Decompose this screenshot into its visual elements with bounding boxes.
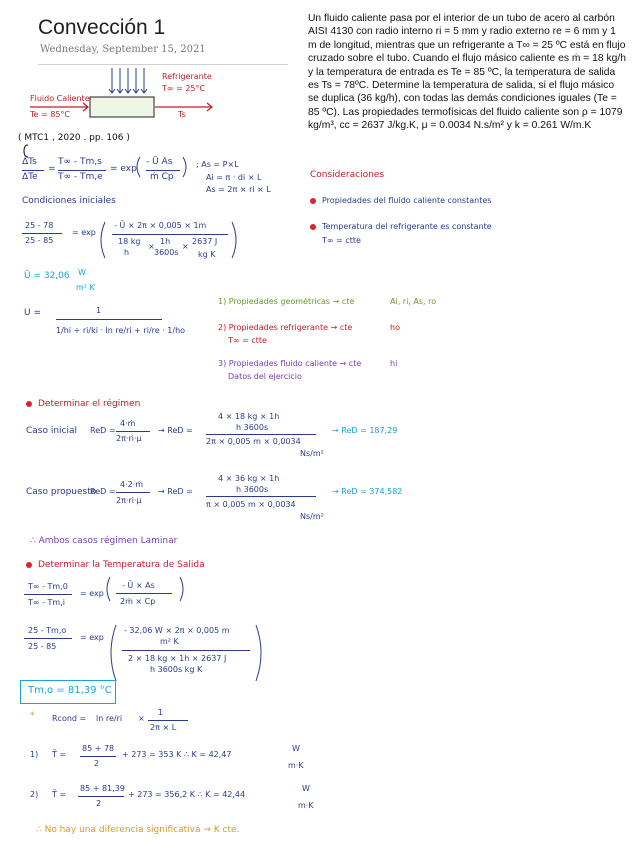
main-eq-exp: = exp	[110, 164, 137, 174]
caso1-formula-den: 2π·ri·μ	[116, 434, 142, 443]
consideration-item-3: T∞ = ctte	[322, 236, 361, 245]
main-eq-as3: As = 2π × ri × L	[206, 185, 271, 194]
u-def-num: 1	[96, 306, 102, 315]
rcond-den: 2π × L	[150, 723, 177, 732]
prop-3-right: hi	[390, 359, 398, 368]
caso2-formula-num: 4·2·ṁ	[120, 480, 144, 489]
caso2-num: 4 × 36 kg × 1h	[218, 474, 280, 483]
rcond-l2-lhs: T̄ =	[52, 790, 67, 799]
rcond-l1-idx: 1)	[30, 750, 39, 759]
sketch-te: Te = 85°C	[30, 110, 71, 119]
salida-eq2-rden2: h 3600s kg K	[150, 665, 203, 674]
rcond-l2-den: 2	[96, 799, 102, 808]
prop-2-right: ho	[390, 323, 400, 332]
prop-2-sub: T∞ = ctte	[228, 336, 267, 345]
u-result: Ū = 32,06	[24, 271, 70, 281]
consideration-item-1: Propiedades del fluido caliente constantes	[310, 196, 491, 205]
u-units-num: W	[78, 268, 86, 277]
salida-result: Tm,o = 81,39 °C	[28, 685, 112, 696]
rcond-l1-units-num: W	[292, 744, 300, 753]
rcond-num: 1	[158, 708, 164, 717]
problem-statement: Un fluido caliente pasa por el interior de un tubo de acero al carbón AISI 4130 con radio interno ri = 5 mm y radio externo re = 6 mm y 1 m de longitud, mientras que un refrigerante a T∞ = 25 ºC está en flujo cruzado sobre el tubo. Cuando el flujo másico caliente es ṁ = 18 kg/h y la temperatura de entrada es Te = 85 ºC, la temperatura de salida es Ts = 78ºC. Determine la temperatura de salida, si el flujo másico se duplica (36 kg/h), con todas las demás condiciones iguales (Te = 85 ºC). Las propiedades termofísicas del fluido caliente son ρ = 1079 kg/m³, cc = 2637 J/kg.K, μ = 0.0034 N.s/m² y k = 0.261 W/m.K	[308, 13, 626, 132]
main-eq-as1: ; As = P×L	[196, 160, 239, 169]
salida-eq2-exp: = exp	[80, 633, 104, 642]
cond-exp: = exp	[72, 228, 96, 237]
salida-eq2-rden: 2 × 18 kg × 1h × 2637 J	[128, 654, 227, 663]
rcond-l1-den: 2	[94, 759, 100, 768]
caso2-num2: h 3600s	[236, 485, 269, 494]
caso2-formula-den: 2π·ri·μ	[116, 496, 142, 505]
reference: ( MTC1 , 2020 . pp. 106 )	[18, 133, 130, 143]
page-title: Convección 1	[38, 16, 166, 39]
rcond-l2-units-den: m·K	[298, 801, 314, 810]
cond-title: Condiciones iniciales	[22, 196, 116, 206]
sketch-fluido: Fluido Caliente	[30, 94, 90, 103]
rcond-l2-num: 85 + 81,39	[80, 784, 125, 793]
salida-eq2-den: 25 - 85	[28, 642, 57, 651]
cond-den-b2: 3600s	[154, 248, 179, 257]
salida-eq1-den: T∞ - Tm,i	[28, 598, 65, 607]
prop-2-label: 2) Propiedades refrigerante → cte	[218, 323, 353, 332]
cond-lhs-num: 25 - 78	[25, 221, 54, 230]
sketch-tinf: T∞ = 25°C	[162, 84, 206, 93]
u-units-den: m² K	[76, 283, 95, 292]
rcond-star: *	[30, 711, 35, 721]
salida-eq2-rnum: - 32,06 W × 2π × 0,005 m	[124, 626, 230, 635]
caso2-label: Caso propuesto	[26, 487, 97, 497]
caso1-den: 2π × 0,005 m × 0,0034	[206, 437, 301, 446]
salida-eq1-rnum: - Ū × As	[122, 581, 155, 590]
rcond-l1-rest: + 273 = 353 K ∴ K = 42,47	[122, 750, 232, 759]
rcond-mid: ln re/ri	[96, 714, 123, 723]
prop-1-right: Ai, ri, As, ro	[390, 297, 437, 306]
caso1-formula-lhs: ReD =	[90, 426, 116, 435]
caso1-formula-num: 4·ṁ	[120, 419, 136, 428]
considerations-title: Consideraciones	[310, 170, 385, 180]
main-eq-exp-num: - Ū As	[146, 157, 173, 167]
prop-3-label: 3) Propiedades fluido caliente → cte	[218, 359, 362, 368]
main-eq-lhs-num: ΔTs	[22, 157, 37, 167]
main-eq-lhs-den: ΔTe	[22, 172, 38, 182]
caso1-num: 4 × 18 kg × 1h	[218, 412, 280, 421]
page-date: Wednesday, September 15, 2021	[40, 44, 206, 55]
rcond-l2-units-num: W	[302, 784, 310, 793]
main-eq-exp-den: ṁ Cp	[150, 172, 174, 182]
caso2-formula-lhs: ReD =	[90, 487, 116, 496]
rcond-l2-rest: + 273 = 356,2 K ∴ K = 42,44	[128, 790, 246, 799]
caso2-den2: Ns/m²	[300, 512, 324, 521]
rcond-l1-units-den: m·K	[288, 761, 304, 770]
caso2-result: → ReD = 374,582	[332, 487, 403, 496]
caso1-den2: Ns/m²	[300, 449, 324, 458]
caso1-num2: h 3600s	[236, 423, 269, 432]
salida-eq2-num: 25 - Tm,o	[28, 626, 67, 635]
main-eq-mid-num: T∞ - Tm,s	[58, 157, 102, 167]
salida-eq1-exp: = exp	[80, 589, 104, 598]
regimen-title: Determinar el régimen	[26, 399, 140, 409]
cond-den-b: 1h	[160, 237, 171, 246]
caso2-den: π × 0,005 m × 0,0034	[206, 500, 296, 509]
salida-eq2-rnum2: m² K	[160, 637, 179, 646]
main-eq-mid-den: T∞ - Tm,e	[58, 172, 103, 182]
rcond-l1-num: 85 + 78	[82, 744, 115, 753]
caso2-arrow: → ReD =	[158, 487, 193, 496]
salida-eq1-rden: 2ṁ × Cp	[120, 597, 156, 606]
u-def-den: 1/hi + ri/ki · ln re/ri + ri/re · 1/ho	[56, 326, 186, 335]
cond-den-c: 2637 J	[192, 237, 218, 246]
rcond-times: ×	[138, 714, 145, 723]
rcond-final: ∴ No hay una diferencia significativa → K cte.	[36, 825, 240, 835]
caso1-result: → ReD = 187,29	[332, 426, 398, 435]
caso1-arrow: → ReD =	[158, 426, 193, 435]
u-def-lhs: U =	[24, 308, 41, 318]
main-eq-as2: Ai = π · di × L	[206, 173, 262, 182]
cond-num: - Ū × 2π × 0,005 × 1m	[114, 221, 207, 230]
rcond-l1-lhs: T̄ =	[52, 750, 67, 759]
consideration-item-2: Temperatura del refrigerante es constante	[310, 222, 492, 231]
caso1-label: Caso inicial	[26, 426, 78, 436]
rcond-lhs: Rcond =	[52, 714, 87, 723]
salida-eq1-num: T∞ - Tm,0	[28, 582, 68, 591]
salida-title: Determinar la Temperatura de Salida	[26, 560, 205, 570]
cond-lhs-den: 25 - 85	[25, 236, 54, 245]
regimen-conclusion: ∴ Ambos casos régimen Laminar	[30, 536, 178, 546]
prop-1-label: 1) Propiedades geométricas → cte	[218, 297, 355, 306]
rcond-l2-idx: 2)	[30, 790, 39, 799]
cond-den-a2: h	[124, 248, 130, 257]
cond-den-c2: kg K	[198, 250, 216, 259]
prop-3-sub: Datos del ejercicio	[228, 372, 302, 381]
sketch-ts: Ts	[178, 110, 186, 119]
sketch-refrigerante: Refrigerante	[162, 72, 212, 81]
cond-den-a: 18 kg	[118, 237, 141, 246]
